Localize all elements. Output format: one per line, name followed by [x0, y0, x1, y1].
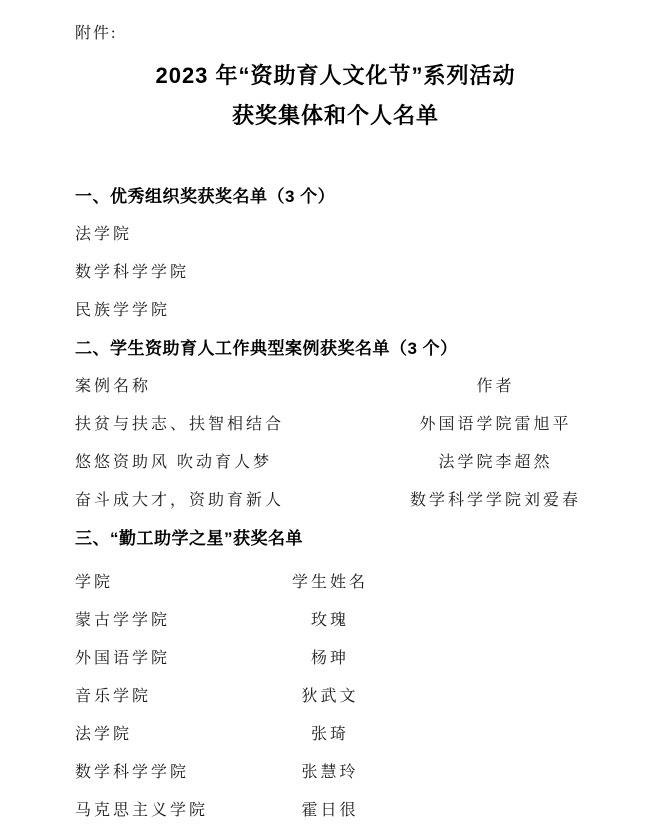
- document-title-line2: 获奖集体和个人名单: [231, 103, 439, 128]
- section-1-heading: 一、优秀组织奖获奖名单（3 个）: [75, 187, 336, 206]
- author-cell: 法学院李超然: [438, 454, 553, 471]
- list-item-college: 民族学学院: [75, 302, 171, 319]
- list-item-college: 数学科学学院: [75, 264, 190, 281]
- column-header-college: 学院: [75, 574, 114, 591]
- section-2-heading: 二、学生资助育人工作典型案例获奖名单（3 个）: [75, 339, 458, 358]
- table-header-row: [75, 368, 596, 406]
- student-name-cell: 霍日很: [301, 802, 359, 819]
- college-cell: 蒙古学学院: [75, 612, 171, 629]
- author-cell: 外国语学院雷旭平: [419, 416, 572, 433]
- title-body-gap: [75, 136, 596, 178]
- table-row: [75, 754, 596, 792]
- document-title-line1: 2023 年“资助育人文化节”系列活动: [155, 63, 516, 88]
- case-name-cell: 扶贫与扶志、扶智相结合: [75, 416, 285, 433]
- section-3-heading: 三、“勤工助学之星”获奖名单: [75, 529, 303, 548]
- table-row: [75, 640, 596, 678]
- table-header-row: [75, 564, 596, 602]
- column-header-case-name: 案例名称: [75, 378, 152, 395]
- table-row: [75, 602, 596, 640]
- student-name-cell: 狄武文: [301, 688, 359, 705]
- table-row: [75, 482, 596, 520]
- table-row: [75, 716, 596, 754]
- table-row: [75, 678, 596, 716]
- student-name-cell: 杨珅: [310, 650, 349, 667]
- table-row: [75, 406, 596, 444]
- student-name-cell: 张慧玲: [301, 764, 359, 781]
- column-header-student-name: 学生姓名: [291, 574, 368, 591]
- case-name-cell: 奋斗成大才，资助育新人: [75, 492, 285, 509]
- column-header-author: 作者: [476, 378, 515, 395]
- list-item-college: 法学院: [75, 226, 133, 243]
- student-name-cell: 张琦: [310, 726, 349, 743]
- author-cell: 数学科学学院刘爱春: [409, 492, 581, 509]
- attachment-label: 附件:: [75, 25, 118, 42]
- college-cell: 法学院: [75, 726, 133, 743]
- college-cell: 马克思主义学院: [75, 802, 209, 819]
- table-row: [75, 444, 596, 482]
- case-name-cell: 悠悠资助风 吹动育人梦: [75, 454, 273, 471]
- student-name-cell: 玫瑰: [310, 612, 349, 629]
- table-row: [75, 792, 596, 830]
- college-cell: 外国语学院: [75, 650, 171, 667]
- college-cell: 数学科学学院: [75, 764, 190, 781]
- college-cell: 音乐学院: [75, 688, 152, 705]
